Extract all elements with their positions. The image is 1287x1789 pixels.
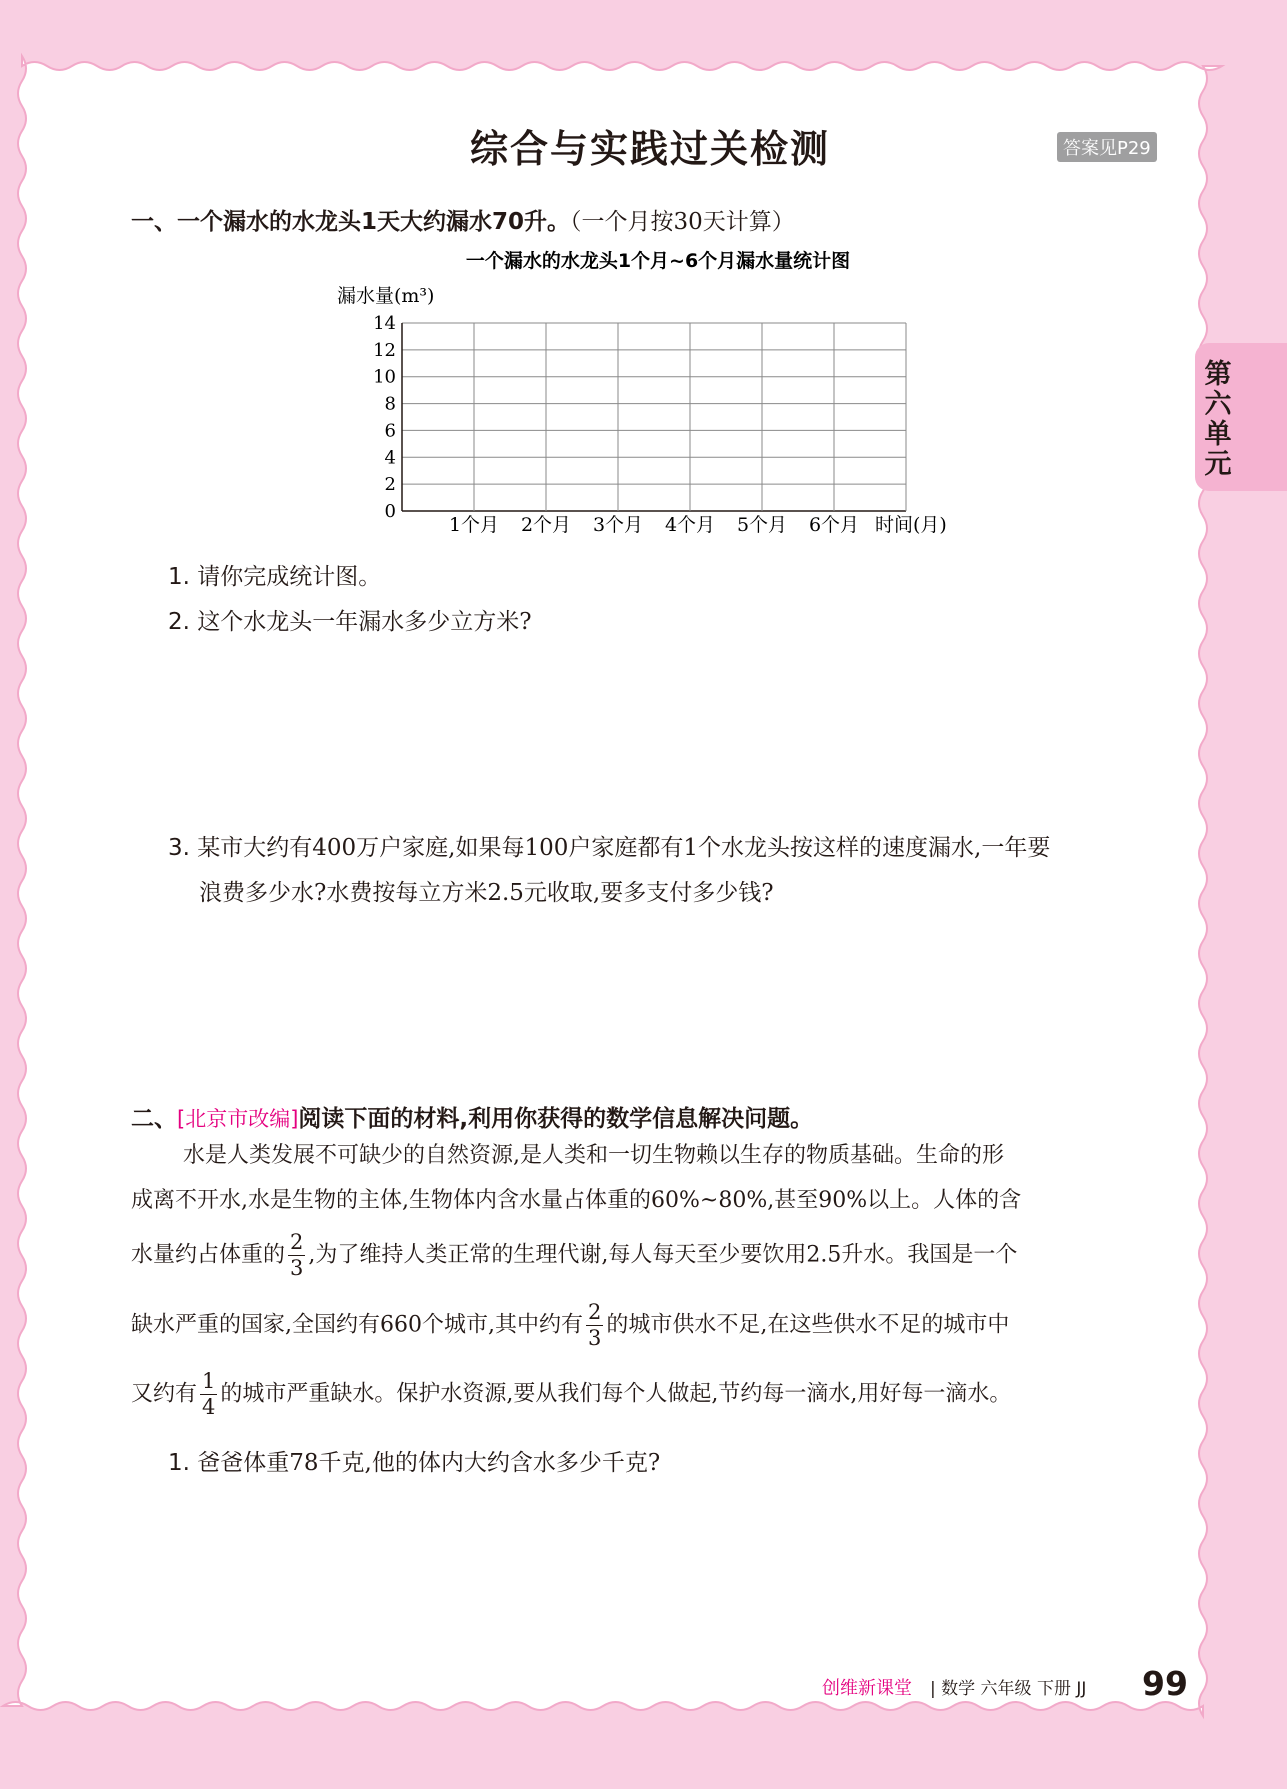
answer-reference-badge: 答案见P29	[1057, 132, 1157, 162]
section2-prefix: 二、	[131, 1106, 177, 1132]
chart-grid	[402, 323, 906, 511]
numerator: 2	[587, 1300, 602, 1324]
material-line-3	[131, 1232, 1017, 1279]
question-1-3	[168, 829, 1050, 862]
chart-x-ticks	[449, 514, 859, 535]
text-run: 的城市严重缺水。保护水资源,要从我们每个人做起,节约每一滴水,用好每一滴水。	[220, 1381, 1012, 1407]
section1-title: 一、一个漏水的水龙头1天大约漏水70升。	[131, 209, 571, 235]
footer-brand: 创维新课堂	[822, 1678, 912, 1699]
x-tick-label: 3个月	[592, 514, 644, 535]
denominator: 3	[290, 1256, 304, 1280]
material-line-1: 水是人类发展不可缺少的自然资源,是人类和一切生物赖以生存的物质基础。生命的形	[183, 1143, 1004, 1168]
question-1-2	[168, 603, 532, 636]
numerator: 1	[202, 1369, 216, 1393]
leak-chart	[300, 245, 1000, 535]
page-number: 99	[1142, 1664, 1188, 1703]
question-1-1	[168, 558, 381, 591]
question-text: 这个水龙头一年漏水多少立方米?	[197, 609, 532, 635]
x-tick-label: 2个月	[520, 514, 572, 535]
y-tick-label: 4	[384, 447, 396, 469]
y-tick-label: 8	[384, 393, 396, 415]
denominator: 3	[587, 1326, 602, 1350]
material-line-2: 成离不开水,水是生物的主体,生物体内含水量占体重的60%~80%,甚至90%以上。人体的含	[131, 1188, 1022, 1213]
question-number: 1.	[168, 564, 190, 590]
text-run: 又约有	[131, 1381, 198, 1407]
y-tick-label: 2	[384, 474, 396, 496]
page-title: 综合与实践过关检测	[469, 127, 830, 171]
question-text-line1: 某市大约有400万户家庭,如果每100户家庭都有1个水龙头按这样的速度漏水,一年要	[197, 835, 1051, 861]
x-tick-label: 1个月	[448, 514, 500, 535]
y-tick-label: 0	[384, 501, 396, 522]
question-2-1	[168, 1444, 660, 1477]
chart-y-ticks	[373, 313, 396, 522]
footer-info: | 数学 六年级 下册 JJ	[930, 1679, 1087, 1699]
section1-note: （一个月按30天计算）	[570, 209, 795, 235]
unit-tab-label: 第六单元	[1204, 359, 1232, 480]
question-number: 1.	[168, 1450, 190, 1476]
chart-x-axis-label: 时间(月)	[875, 514, 947, 535]
question-1-3-line2: 浪费多少水?水费按每立方米2.5元收取,要多支付多少钱?	[199, 880, 774, 906]
chart-y-axis-label: 漏水量(m³)	[337, 285, 435, 307]
question-text: 请你完成统计图。	[197, 564, 382, 590]
text-run: ,为了维持人类正常的生理代谢,每人每天至少要饮用2.5升水。我国是一个	[308, 1242, 1018, 1268]
fraction-two-thirds	[288, 1232, 305, 1279]
text-run: 缺水严重的国家,全国约有660个城市,其中约有	[131, 1312, 583, 1338]
denominator: 4	[202, 1395, 216, 1419]
material-line-4	[131, 1302, 1009, 1349]
section2-heading	[131, 1100, 813, 1133]
question-number: 3.	[168, 835, 190, 861]
section1-heading	[131, 203, 795, 236]
question-text: 爸爸体重78千克,他的体内大约含水多少千克?	[197, 1450, 661, 1476]
fraction-one-quarter	[200, 1371, 217, 1418]
y-tick-label: 10	[373, 366, 396, 388]
source-tag: [北京市改编]	[177, 1107, 299, 1131]
text-run: 的城市供水不足,在这些供水不足的城市中	[606, 1312, 1010, 1338]
material-line-5	[131, 1371, 1011, 1418]
fraction-two-thirds	[586, 1302, 603, 1349]
y-tick-label: 6	[384, 420, 396, 442]
question-number: 2.	[168, 609, 190, 635]
y-tick-label: 14	[373, 313, 396, 334]
text-run: 水量约占体重的	[131, 1242, 286, 1268]
x-tick-label: 4个月	[664, 514, 716, 535]
chart-title: 一个漏水的水龙头1个月~6个月漏水量统计图	[465, 250, 851, 272]
x-tick-label: 6个月	[808, 514, 860, 535]
y-tick-label: 12	[373, 339, 396, 361]
x-tick-label: 5个月	[736, 514, 788, 535]
numerator: 2	[290, 1230, 304, 1254]
section2-title: 阅读下面的材料,利用你获得的数学信息解决问题。	[298, 1106, 814, 1132]
